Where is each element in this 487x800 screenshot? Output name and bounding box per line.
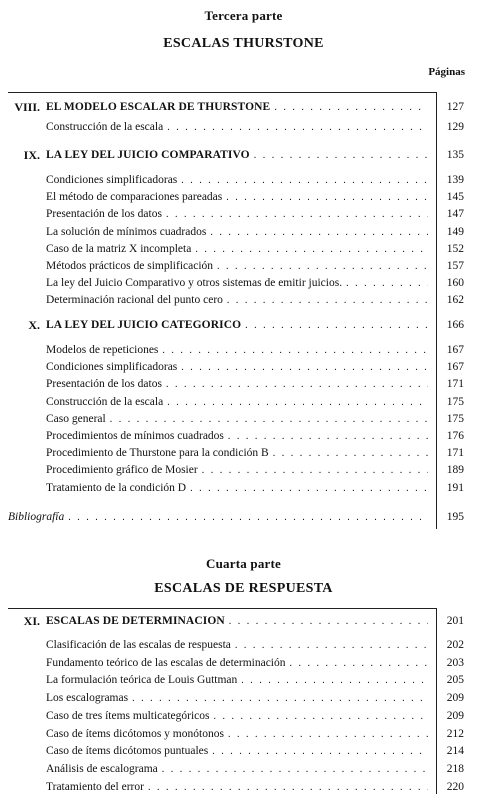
toc-entry-page: 152 [446, 243, 464, 255]
toc-entry-page: 176 [446, 430, 464, 442]
toc-entry-label: Caso de la matriz X incompleta [46, 243, 192, 255]
dot-leader [167, 121, 428, 134]
toc-entry-page: 149 [446, 226, 464, 238]
toc-entry-page: 147 [446, 208, 464, 220]
toc-entry-label: Procedimientos de mínimos cuadrados [46, 430, 224, 442]
toc-entry-label: Los escalogramas [46, 692, 129, 704]
toc-entry-label: Caso de tres ítems multicategóricos [46, 710, 210, 722]
dot-leader [217, 260, 428, 273]
chapter-heading-label: LA LEY DEL JUICIO COMPARATIVO [46, 149, 250, 161]
chapter-heading-page: 135 [446, 149, 464, 161]
dot-leader [241, 674, 428, 687]
dot-leader [68, 511, 428, 524]
toc-entry [46, 481, 430, 495]
dot-leader [132, 692, 428, 705]
toc-entry [46, 225, 430, 239]
part4-subtitle: ESCALAS DE RESPUESTA [154, 581, 333, 596]
toc-entry-label: La formulación teórica de Louis Guttman [46, 674, 238, 686]
toc-entry-page: 171 [446, 378, 464, 390]
toc-entry [46, 293, 430, 307]
toc-entry-label: Construcción de la escala [46, 396, 164, 408]
toc-entry [46, 727, 430, 741]
dot-leader [166, 378, 428, 391]
chapter-heading-label: LA LEY DEL JUICIO CATEGORICO [46, 319, 242, 331]
toc-entry-label: Presentación de los datos [46, 378, 162, 390]
toc-entry-page: 175 [446, 413, 464, 425]
part3-subtitle: ESCALAS THURSTONE [163, 36, 324, 51]
dot-leader [166, 208, 428, 221]
toc-entry-page: 160 [446, 277, 464, 289]
toc-entry [46, 638, 430, 652]
toc-entry [46, 207, 430, 221]
toc-entry [46, 190, 430, 204]
toc-entry [46, 673, 430, 687]
toc-entry-page: 202 [446, 639, 464, 651]
dot-leader [214, 710, 428, 723]
toc-entry-page: 175 [446, 396, 464, 408]
dot-leader [212, 745, 428, 758]
bibliography-entry [8, 510, 430, 524]
toc-entry [46, 259, 430, 273]
chapter-heading-page: 201 [446, 615, 464, 627]
chapter-heading [46, 614, 430, 628]
dot-leader [190, 482, 428, 495]
toc-entry-page: 145 [446, 191, 464, 203]
dot-leader [148, 781, 428, 794]
toc-entry-page: 129 [446, 121, 464, 133]
toc-entry-page: 214 [446, 745, 464, 757]
part4-rule [8, 608, 436, 609]
toc-entry [46, 446, 430, 460]
toc-entry-label: Tratamiento del error [46, 781, 144, 793]
toc-entry [46, 343, 430, 357]
toc-entry-label: Modelos de repeticiones [46, 344, 159, 356]
toc-entry [46, 429, 430, 443]
toc-entry-label: La solución de mínimos cuadrados [46, 226, 207, 238]
toc-entry [46, 173, 430, 187]
chapter-heading [46, 148, 430, 162]
chapter-heading [46, 318, 430, 332]
toc-entry-page: 203 [446, 657, 464, 669]
toc-entry-label: La ley del Juicio Comparativo y otros sistemas de emitir juicios. [46, 277, 343, 289]
dot-leader [228, 430, 428, 443]
toc-entry-label: Construcción de la escala [46, 121, 164, 133]
toc-entry [46, 395, 430, 409]
dot-leader [210, 226, 428, 239]
dot-leader [162, 344, 428, 357]
chapter-heading-page: 166 [446, 319, 464, 331]
toc-entry-label: Clasificación de las escalas de respuesta [46, 639, 231, 651]
toc-entry-label: Presentación de los datos [46, 208, 162, 220]
toc-entry-label: Caso general [46, 413, 106, 425]
dot-leader [274, 101, 428, 114]
toc-entry-page: 171 [446, 447, 464, 459]
toc-entry-page: 209 [446, 692, 464, 704]
bibliography-entry-page: 195 [446, 511, 464, 523]
toc-entry [46, 360, 430, 374]
toc-entry [46, 276, 430, 290]
chapter-number: X. [28, 318, 40, 332]
toc-entry [46, 463, 430, 477]
toc-entry-page: 205 [446, 674, 464, 686]
dot-leader [273, 447, 428, 460]
chapter-heading-page: 127 [446, 101, 464, 113]
toc-entry-page: 167 [446, 344, 464, 356]
dot-leader [229, 615, 428, 628]
chapter-heading-label: EL MODELO ESCALAR DE THURSTONE [46, 101, 271, 113]
chapter-heading-label: ESCALAS DE DETERMINACION [46, 615, 225, 627]
dot-leader [227, 294, 428, 307]
toc-entry-label: Condiciones simplificadoras [46, 361, 178, 373]
dot-leader [181, 174, 428, 187]
toc-entry-page: 191 [446, 482, 464, 494]
dot-leader [167, 396, 428, 409]
dot-leader [235, 639, 428, 652]
chapter-number: XI. [23, 614, 40, 628]
toc-entry-page: 167 [446, 361, 464, 373]
bibliography-entry-label: Bibliografía [8, 511, 65, 523]
toc-entry-page: 209 [446, 710, 464, 722]
dot-leader [162, 763, 428, 776]
dot-leader [346, 277, 428, 290]
toc-entry [46, 762, 430, 776]
pages-column-header: Páginas [428, 66, 465, 78]
toc-entry-label: Procedimiento gráfico de Mosier [46, 464, 198, 476]
dot-leader [254, 149, 428, 162]
toc-entry [46, 377, 430, 391]
toc-entry-page: 162 [446, 294, 464, 306]
dot-leader [228, 728, 428, 741]
part3-rule [8, 92, 436, 93]
toc-entry [46, 120, 430, 134]
toc-entry [46, 709, 430, 723]
toc-entry-label: El método de comparaciones pareadas [46, 191, 223, 203]
dot-leader [110, 413, 428, 426]
dot-leader [195, 243, 428, 256]
dot-leader [226, 191, 428, 204]
toc-entry [46, 242, 430, 256]
toc-entry-label: Determinación racional del punto cero [46, 294, 223, 306]
chapter-number: IX. [23, 148, 40, 162]
toc-entry-page: 157 [446, 260, 464, 272]
dot-leader [290, 657, 429, 670]
toc-entry-page: 212 [446, 728, 464, 740]
chapter-heading [46, 100, 430, 114]
toc-entry-label: Caso de ítems dicótomos puntuales [46, 745, 209, 757]
toc-entry [46, 412, 430, 426]
toc-entry-label: Análisis de escalograma [46, 763, 158, 775]
dot-leader [181, 361, 428, 374]
toc-entry-page: 189 [446, 464, 464, 476]
chapter-number: VIII. [14, 100, 40, 114]
toc-entry-label: Condiciones simplificadoras [46, 174, 178, 186]
toc-entry-label: Caso de ítems dicótomos y monótonos [46, 728, 224, 740]
toc-entry [46, 780, 430, 794]
toc-entry-label: Tratamiento de la condición D [46, 482, 187, 494]
toc-entry-page: 139 [446, 174, 464, 186]
toc-entry [46, 691, 430, 705]
part4-title: Cuarta parte [206, 556, 281, 571]
toc-entry-label: Fundamento teórico de las escalas de determinación [46, 657, 286, 669]
toc-entry-label: Métodos prácticos de simplificación [46, 260, 214, 272]
toc-entry [46, 656, 430, 670]
toc-entry-page: 218 [446, 763, 464, 775]
toc-entry-label: Procedimiento de Thurstone para la condición B [46, 447, 269, 459]
dot-leader [245, 319, 428, 332]
toc-entry [46, 744, 430, 758]
dot-leader [202, 464, 428, 477]
toc-entry-page: 220 [446, 781, 464, 793]
part3-title: Tercera parte [204, 8, 283, 23]
